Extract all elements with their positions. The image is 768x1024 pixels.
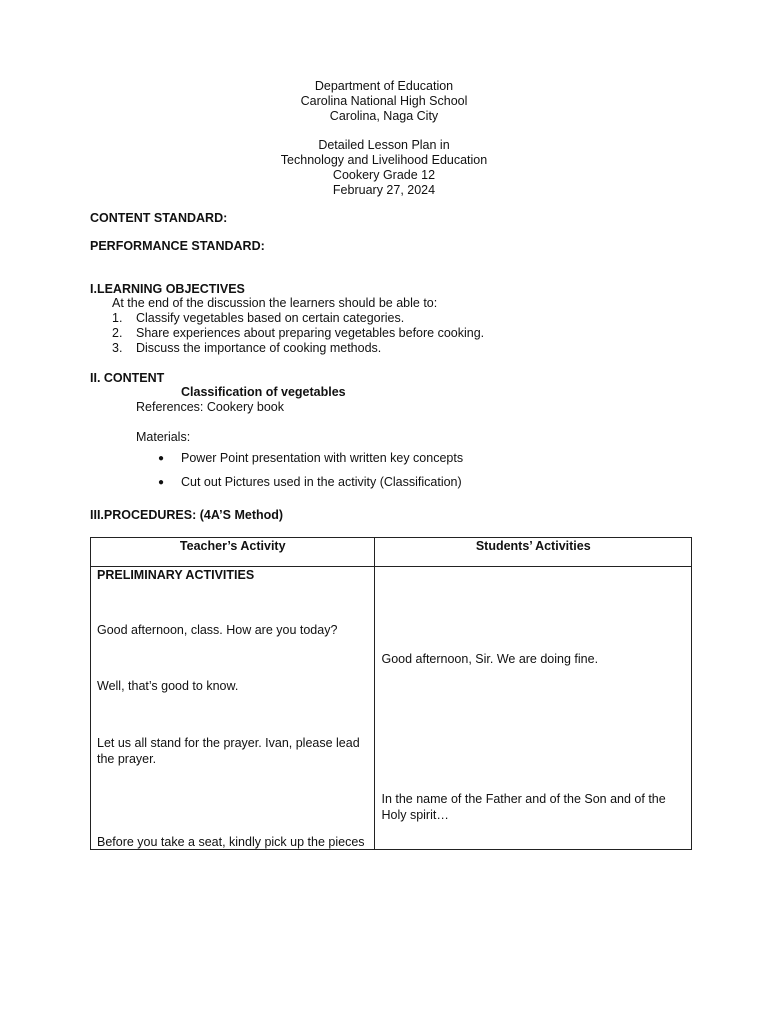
- teacher-line: Good afternoon, class. How are you today?: [97, 623, 338, 637]
- objectives-heading: I.LEARNING OBJECTIVES: [90, 282, 245, 296]
- objective-number: 3.: [112, 341, 123, 355]
- school-name: Carolina National High School: [300, 94, 468, 108]
- objective-text: Discuss the importance of cooking methods.: [136, 341, 382, 355]
- teacher-activity-header: Teacher’s Activity: [91, 538, 375, 567]
- procedures-heading: III.PROCEDURES: (4A’S Method): [90, 508, 284, 522]
- bullet-icon: ●: [158, 477, 165, 488]
- preliminary-activities-heading: PRELIMINARY ACTIVITIES: [97, 568, 255, 582]
- teacher-line: Let us all stand for the prayer. Ivan, please lead the prayer.: [97, 736, 360, 766]
- objectives-intro: At the end of the discussion the learners should be able to:: [112, 296, 438, 310]
- teacher-line: Well, that’s good to know.: [97, 679, 239, 693]
- procedures-table: [90, 537, 692, 850]
- teacher-line: Before you take a seat, kindly pick up the pieces: [97, 835, 365, 849]
- table-header-row: [91, 538, 692, 567]
- performance-standard-label: PERFORMANCE STANDARD:: [90, 239, 265, 253]
- students-activities-header: Students’ Activities: [375, 538, 692, 567]
- students-activities-cell: [375, 567, 692, 850]
- content-topic: Classification of vegetables: [181, 385, 346, 399]
- materials-label: Materials:: [136, 430, 191, 444]
- objective-number: 2.: [112, 326, 123, 340]
- subject-title: Technology and Livelihood Education: [280, 153, 488, 167]
- bullet-icon: ●: [158, 453, 165, 464]
- objective-number: 1.: [112, 311, 123, 325]
- content-standard-label: CONTENT STANDARD:: [90, 211, 228, 225]
- student-line: Good afternoon, Sir. We are doing fine.: [381, 652, 599, 666]
- grade-title: Cookery Grade 12: [332, 168, 436, 182]
- material-text: Power Point presentation with written key concepts: [181, 451, 464, 465]
- student-line: In the name of the Father and of the Son and of the Holy spirit…: [381, 792, 666, 822]
- material-text: Cut out Pictures used in the activity (Classification): [181, 475, 462, 489]
- teacher-activity-cell: [91, 567, 375, 850]
- table-row: [91, 567, 692, 850]
- objective-text: Classify vegetables based on certain categories.: [136, 311, 405, 325]
- lesson-date: February 27, 2024: [332, 183, 436, 197]
- school-location: Carolina, Naga City: [329, 109, 439, 123]
- department-name: Department of Education: [314, 79, 454, 93]
- content-heading: II. CONTENT: [90, 371, 165, 385]
- plan-title: Detailed Lesson Plan in: [318, 138, 450, 152]
- objective-text: Share experiences about preparing vegetables before cooking.: [136, 326, 485, 340]
- references-line: References: Cookery book: [136, 400, 284, 414]
